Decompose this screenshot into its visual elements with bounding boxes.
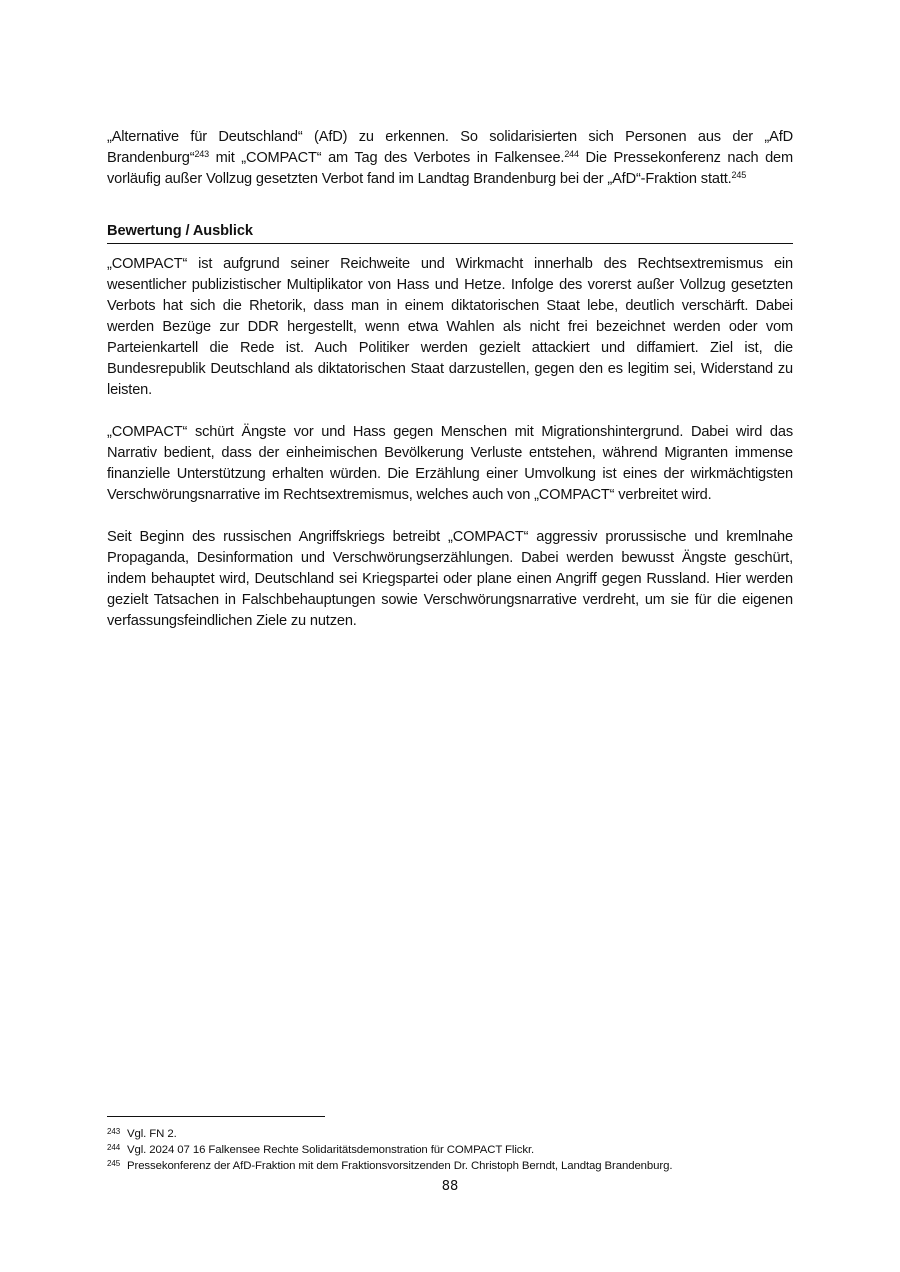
page-number: 88 xyxy=(441,1179,459,1194)
footnote-245: 245 Pressekonferenz der AfD-Fraktion mit dem Fraktionsvorsitzenden Dr. Christoph Berndt, Landtag Brandenburg. xyxy=(107,1159,673,1172)
intro-text-3: Die Pressekonferenz nach dem vorläufig außer Vollzug gesetzten Verbot fand im Landtag Brandenburg bei der „AfD“-Fraktion statt. xyxy=(107,150,794,187)
intro-text-1: „Alternative für Deutschland“ (AfD) zu erkennen. So solidarisierten sich Personen aus der „AfD Brandenburg“ xyxy=(107,129,793,166)
footnote-243: 243 Vgl. FN 2. xyxy=(107,1127,177,1140)
intro-paragraph xyxy=(107,127,793,190)
footnote-text: Vgl. 2024 07 16 Falkensee Rechte Solidaritätsdemonstration für COMPACT Flickr. xyxy=(127,1144,535,1156)
footnote-ref-243[interactable]: 243 xyxy=(194,149,210,159)
footnote-244: 244 Vgl. 2024 07 16 Falkensee Rechte Solidaritätsdemonstration für COMPACT Flickr. xyxy=(107,1143,535,1156)
footnote-ref-244[interactable]: 244 xyxy=(564,149,579,159)
body-paragraph-2: „COMPACT“ schürt Ängste vor und Hass gegen Menschen mit Migrationshintergrund. Dabei wird das Narrativ bedient, dass der einheimischen Bevölkerung Verluste entstehen, während Migranten immense finanzielle Unterstützung erhalten würden. Die Erzählung einer Umvolkung ist eines der wirkmächtigsten Verschwörungsnarrative im Rechtsextremismus, welches auch von „COMPACT“ verbreitet wird. xyxy=(107,424,793,503)
footnote-text: Pressekonferenz der AfD-Fraktion mit dem Fraktionsvorsitzenden Dr. Christoph Berndt, Landtag Brandenburg. xyxy=(127,1160,673,1172)
footnote-ref-245[interactable]: 245 xyxy=(731,170,747,180)
footnote-text: Vgl. FN 2. xyxy=(127,1128,177,1140)
section-heading: Bewertung / Ausblick xyxy=(107,221,793,244)
section-body xyxy=(107,254,793,632)
body-paragraph-3: Seit Beginn des russischen Angriffskriegs betreibt „COMPACT“ aggressiv prorussische und kremlnahe Propaganda, Desinformation und Verschwörungserzählungen. Dabei werden bewusst Ängste geschürt, indem behauptet wird, Deutschland sei Kriegspartei oder plane einen Angriff gegen Russland. Hier werden gezielt Tatsachen in Falschbehauptungen sowie Verschwörungsnarrative verdreht, um sie für die eigenen verfassungsfeindlichen Ziele zu nutzen. xyxy=(107,529,793,629)
footnotes xyxy=(107,1116,793,1174)
footnote-divider xyxy=(107,1116,325,1117)
main-content xyxy=(107,127,793,632)
intro-text-2: mit „COMPACT“ am Tag des Verbotes in Falkensee. xyxy=(209,150,565,166)
body-paragraph-1: „COMPACT“ ist aufgrund seiner Reichweite und Wirkmacht innerhalb des Rechtsextremismus ein wesentlicher publizistischer Multiplikator von Hass und Hetze. Infolge des vorerst außer Vollzug gesetzten Verbots hat sich die Rhetorik, dass man in einem diktatorischen Staat lebe, deutlich verschärft. Dabei werden Bezüge zur DDR hergestellt, wenn etwa Wahlen als nicht frei bezeichnet werden oder vom Parteienkartell die Rede ist. Auch Politiker werden gezielt attackiert und diffamiert. Ziel ist, die Bundesrepublik Deutschland als diktatorischen Staat darzustellen, gegen den es legitim sei, Widerstand zu leisten. xyxy=(107,256,793,398)
